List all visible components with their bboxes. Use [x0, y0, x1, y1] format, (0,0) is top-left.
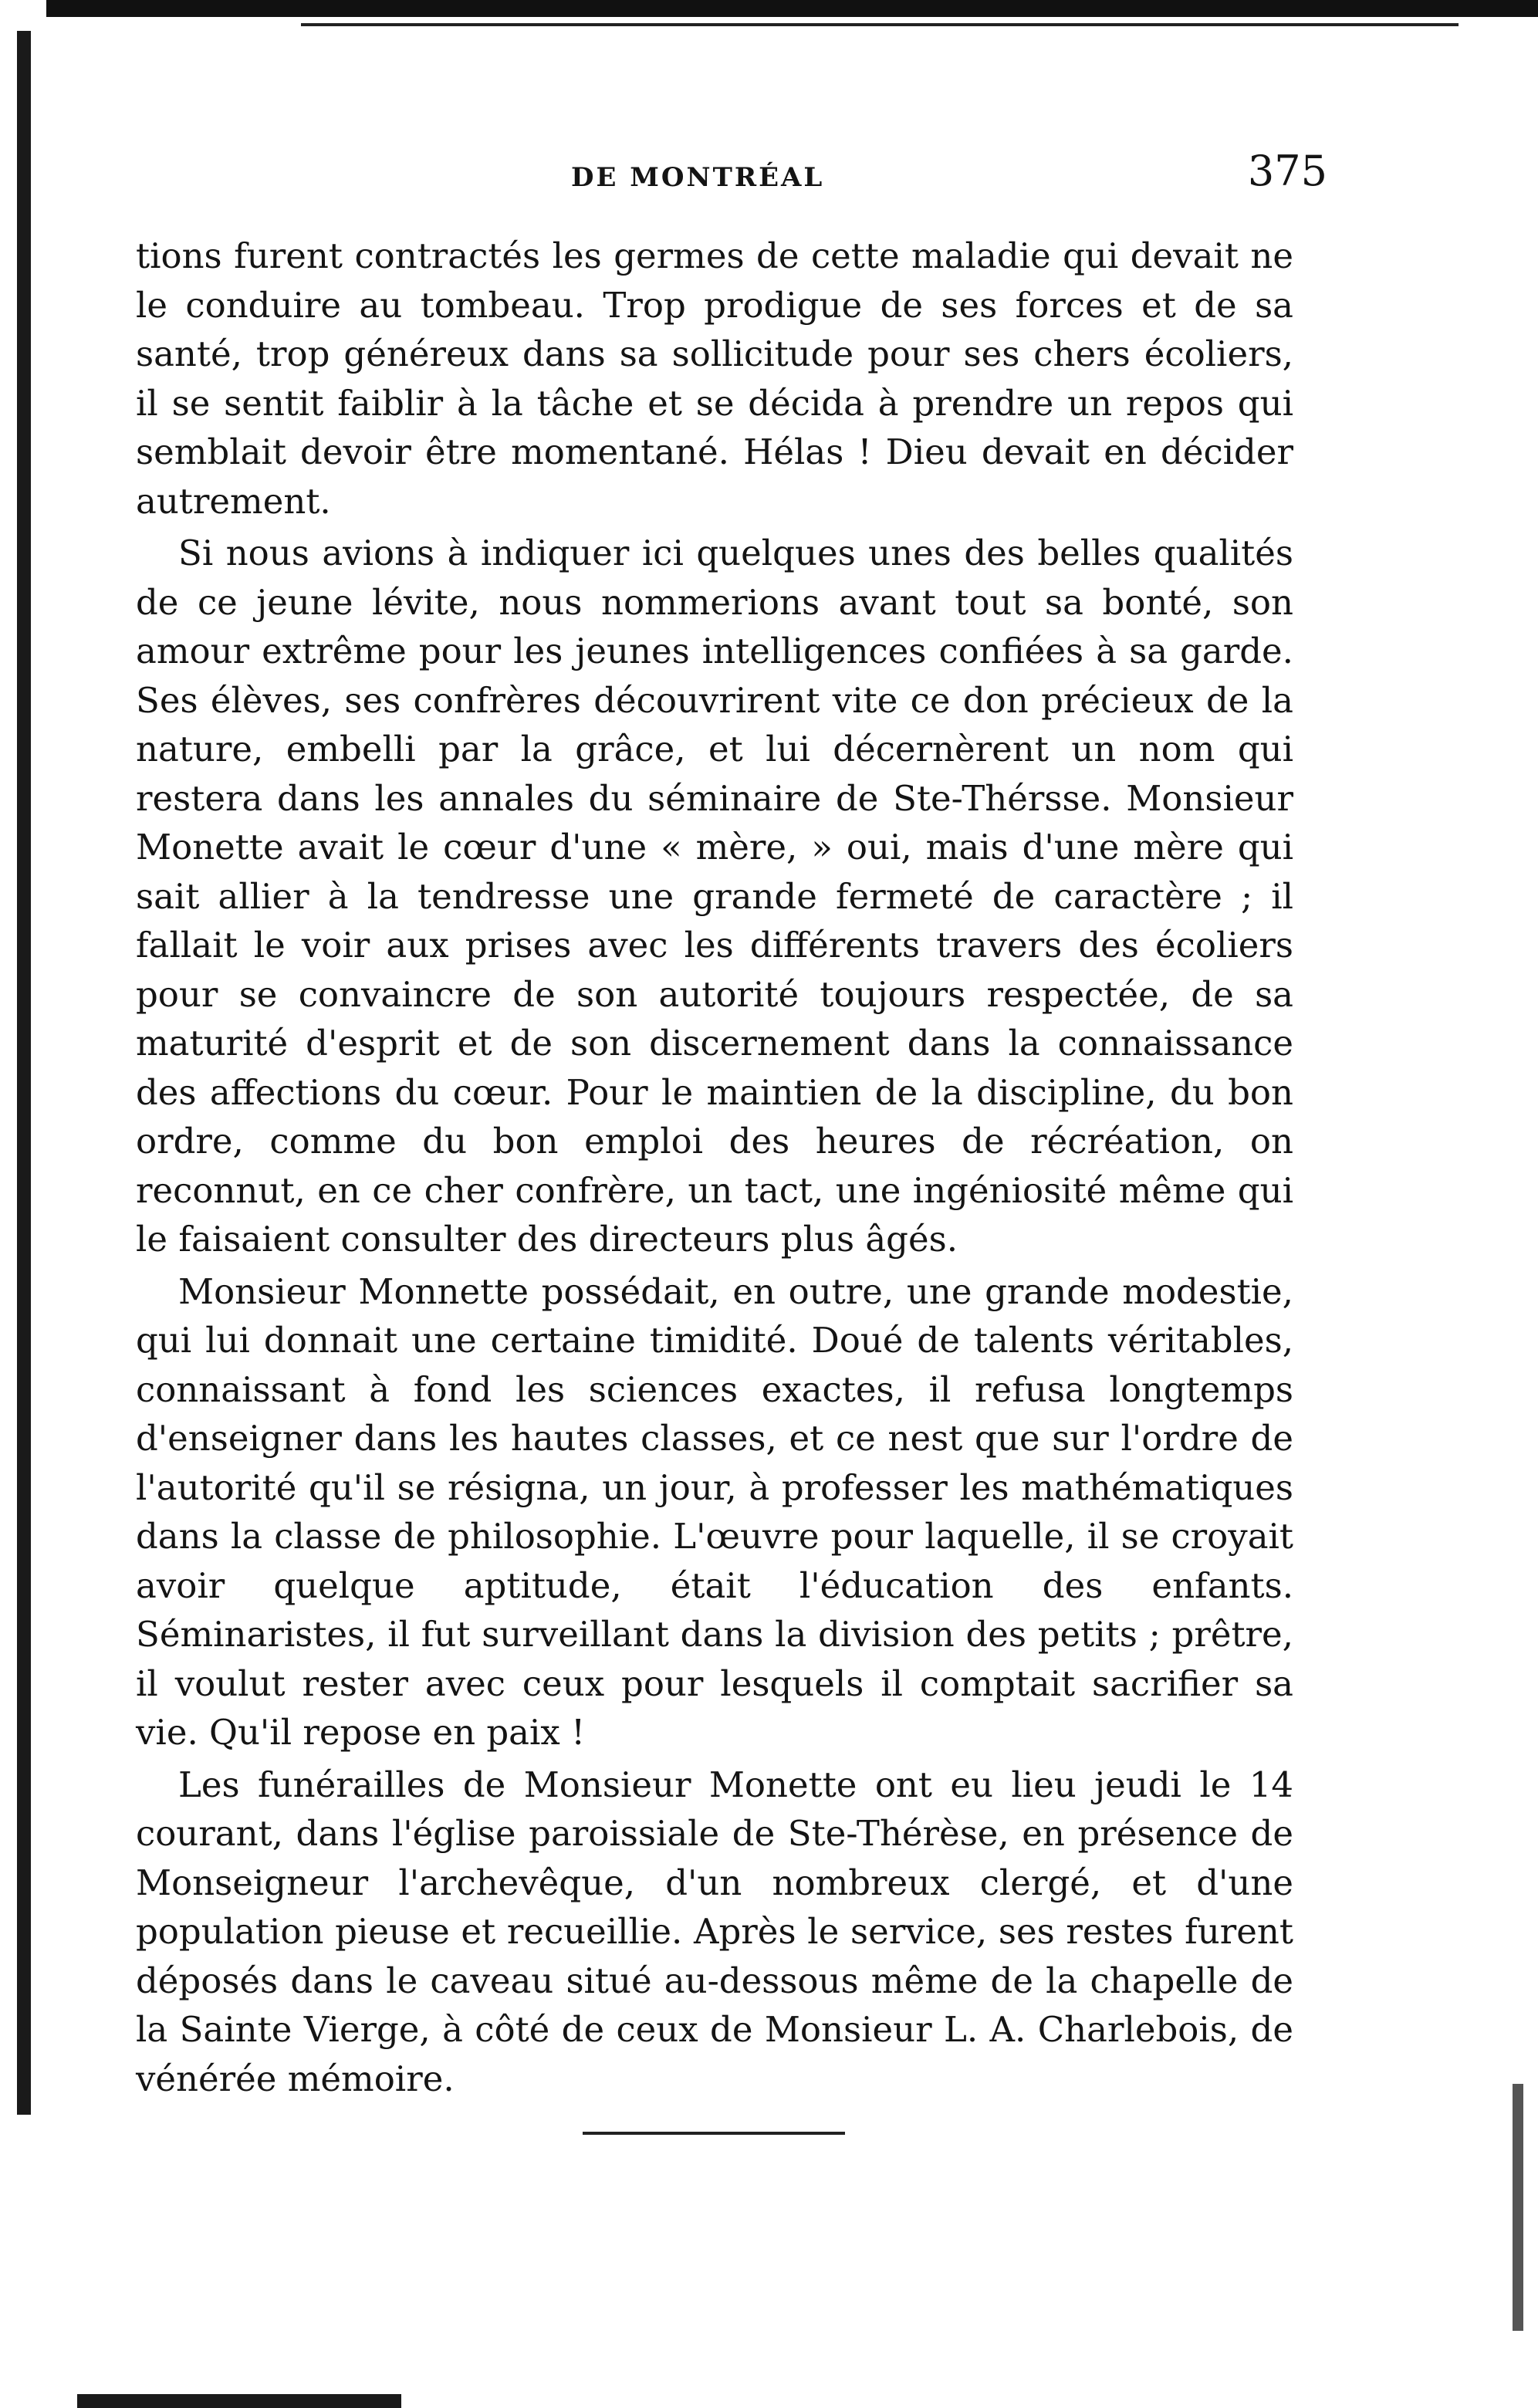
- page-number: 375: [1247, 147, 1327, 195]
- paragraph-2: Si nous avions à indiquer ici quelques unes des belles qualités de ce jeune lévite, nous nommerions avant tout sa bonté, son amour extrême pour les jeunes intelligences confiées à sa garde. Ses élèves, ses confrères découvrirent vite ce don précieux de la nature, embelli par la grâce, et lui décernèrent un nom qui restera dans les annales du séminaire de Ste-Thérsse. Monsieur Monette avait le cœur d'une « mère, » oui, mais d'une mère qui sait allier à la tendresse une grande fermeté de caractère ; il fallait le voir aux prises avec les différents travers des écoliers pour se convaincre de son autorité toujours respectée, de sa maturité d'esprit et de son discernement dans la connaissance des affections du cœur. Pour le maintien de la discipline, du bon ordre, comme du bon emploi des heures de récréation, on reconnut, en ce cher confrère, un tact, une ingéniosité même qui le faisaient consulter des directeurs plus âgés.: [136, 533, 1293, 1260]
- page-header: [123, 147, 1327, 208]
- page-body: [136, 232, 1293, 2106]
- paragraph-1: tions furent contractés les germes de cette maladie qui devait ne le conduire au tombeau. Trop prodigue de ses forces et de sa santé, trop généreux dans sa sollicitude pour ses chers écoliers, il se sentit faiblir à la tâche et se décida à prendre un repos qui semblait devoir être momentané. Hélas ! Dieu devait en décider autrement.: [136, 235, 1293, 522]
- top-thin-rule: [301, 23, 1459, 26]
- paragraph-3: Monsieur Monnette possédait, en outre, une grande modestie, qui lui donnait une certaine timidité. Doué de talents véritables, connaissant à fond les sciences exactes, il refusa longtemps d'enseigner dans les hautes classes, et ce nest que sur l'ordre de l'autorité qu'il se résigna, un jour, à professer les mathématiques dans la classe de philosophie. L'œuvre pour laquelle, il se croyait avoir quelque aptitude, était l'éducation des enfants. Séminaristes, il fut surveillant dans la division des petits ; prêtre, il voulut rester avec ceux pour lesquels il comptait sacrifier sa vie. Qu'il repose en paix !: [136, 1270, 1293, 1753]
- bottom-scan-border: [77, 2394, 401, 2408]
- paragraph-4: Les funérailles de Monsieur Monette ont eu lieu jeudi le 14 courant, dans l'église paroissiale de Ste-Thérèse, en présence de Monseigneur l'archevêque, d'un nombreux clergé, et d'une population pieuse et recueillie. Après le service, ses restes furent déposés dans le caveau situé au-dessous même de la chapelle de la Sainte Vierge, à côté de ceux de Monsieur L. A. Charlebois, de vénérée mémoire.: [136, 1764, 1293, 2099]
- top-scan-border: [46, 0, 1538, 17]
- end-rule: [583, 2132, 845, 2135]
- left-scan-border: [17, 31, 31, 2115]
- running-head: DE MONTRÉAL: [571, 162, 825, 193]
- right-scan-edge: [1513, 2084, 1523, 2331]
